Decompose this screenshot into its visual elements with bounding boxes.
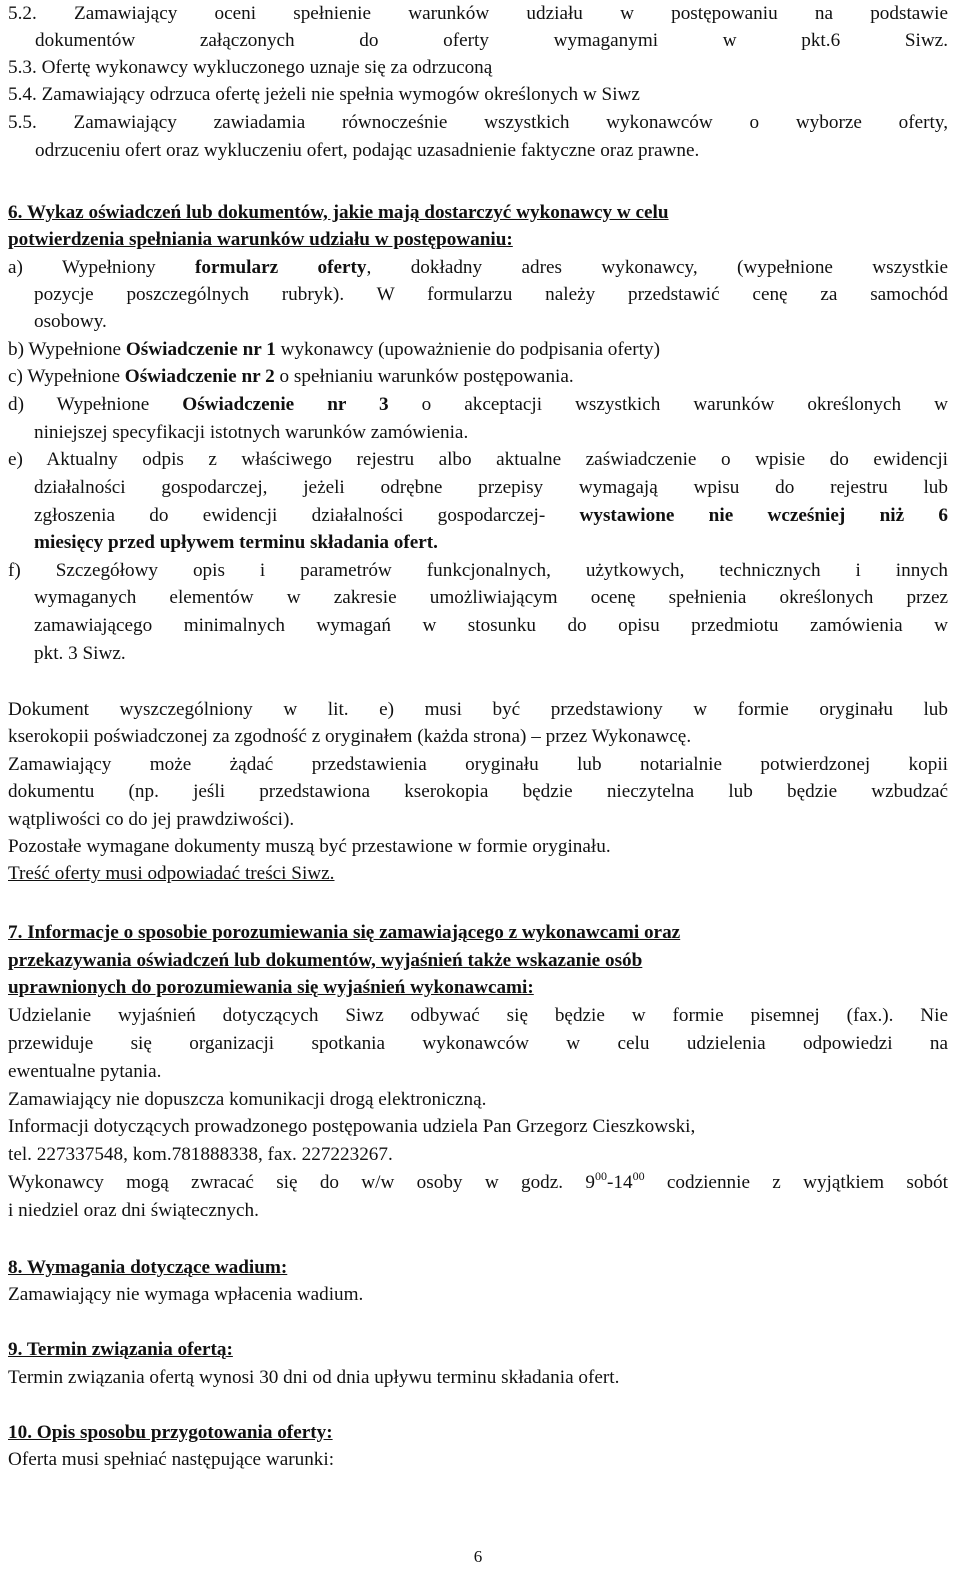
item-a-cont: pozycje poszczególnych rubryk). W formularzu należy przedstawić cenę za samochód: [34, 284, 948, 305]
note-line-2: kserokopii poświadczonej za zgodność z oryginałem (każda strona) – przez Wykonawcę.: [8, 726, 692, 747]
section-7-heading: 7. Informacje o sposobie porozumiewania się zamawiającego z wykonawcami oraz: [8, 922, 681, 943]
section-6-heading: 6. Wykaz oświadczeń lub dokumentów, jakie mają dostarczyć wykonawcy w celu: [8, 202, 669, 223]
s7-text-6: tel. 227337548, kom.781888338, fax. 227223267.: [8, 1144, 393, 1165]
section-7-heading-cont2: uprawnionych do porozumiewania się wyjaśnień wykonawcami:: [8, 977, 534, 998]
item-f: f) Szczegółowy opis i parametrów funkcjonalnych, użytkowych, technicznych i innych: [8, 560, 948, 581]
note-line-5: wątpliwości co do jej prawdziwości).: [8, 809, 295, 830]
page-number: 6: [473, 1547, 483, 1566]
s5-line-5-2-cont: dokumentów załączonych do oferty wymaganymi w pkt.6 Siwz.: [35, 30, 948, 51]
section-7-heading-cont: przekazywania oświadczeń lub dokumentów, wyjaśnień także wskazanie osób: [8, 950, 643, 971]
note-line-7: Treść oferty musi odpowiadać treści Siwz.: [8, 863, 335, 884]
item-e-cont3: miesięcy przed upływem terminu składania ofert.: [34, 532, 438, 553]
s7-text-8: i niedziel oraz dni świątecznych.: [8, 1200, 259, 1221]
note-line-6: Pozostałe wymagane dokumenty muszą być przestawione w formie oryginału.: [8, 836, 611, 857]
s5-line-5-5: 5.5. Zamawiający zawiadamia równocześnie wszystkich wykonawców o wyborze oferty,: [8, 112, 948, 133]
item-e-cont: działalności gospodarczej, jeżeli odrębne przepisy wymagają wpisu do rejestru lub: [34, 477, 948, 498]
item-f-cont: wymaganych elementów w zakresie umożliwiającym ocenę spełnienia określonych przez: [34, 587, 948, 608]
section-9-heading: 9. Termin związania ofertą:: [8, 1339, 233, 1360]
item-b: b) Wypełnione Oświadczenie nr 1 wykonawcy (upoważnienie do podpisania oferty): [8, 339, 660, 360]
note-line-1: Dokument wyszczególniony w lit. e) musi być przedstawiony w formie oryginału lub: [8, 699, 948, 720]
s7-text-7: Wykonawcy mogą zwracać się do w/w osoby w godz. $9^{00}-14^{00}$ codziennie z wyjątkiem sobót: [8, 1169, 948, 1193]
item-d: d) Wypełnione Oświadczenie nr 3 o akceptacji wszystkich warunków określonych w: [8, 394, 948, 415]
s7-text-3: ewentualne pytania.: [8, 1061, 162, 1082]
s5-line-5-4: 5.4. Zamawiający odrzuca ofertę jeżeli nie spełnia wymogów określonych w Siwz: [8, 84, 640, 105]
note-line-4: dokumentu (np. jeśli przedstawiona kserokopia będzie nieczytelna lub będzie wzbudzać: [8, 781, 948, 802]
s7-text-1: Udzielanie wyjaśnień dotyczących Siwz odbywać się będzie w formie pisemnej (fax.). Nie: [8, 1005, 948, 1026]
section-10-heading: 10. Opis sposobu przygotowania oferty:: [8, 1422, 333, 1443]
s5-line-5-3: 5.3. Ofertę wykonawcy wykluczonego uznaje się za odrzuconą: [8, 57, 493, 78]
s7-text-2: przewiduje się organizacji spotkania wykonawców w celu udzielenia odpowiedzi na: [8, 1033, 948, 1054]
s8-text-1: Zamawiający nie wymaga wpłacenia wadium.: [8, 1284, 364, 1305]
s5-line-5-5-cont: odrzuceniu ofert oraz wykluczeniu ofert, podając uzasadnienie faktyczne oraz prawne.: [35, 140, 700, 161]
s9-text-1: Termin związania ofertą wynosi 30 dni od dnia upływu terminu składania ofert.: [8, 1367, 620, 1388]
item-e: e) Aktualny odpis z właściwego rejestru albo aktualne zaświadczenie o wpisie do ewidencji: [8, 449, 948, 470]
s10-text-1: Oferta musi spełniać następujące warunki:: [8, 1449, 335, 1470]
s7-text-4: Zamawiający nie dopuszcza komunikacji drogą elektroniczną.: [8, 1089, 487, 1110]
s5-line-5-2: 5.2. Zamawiający oceni spełnienie warunków udziału w postępowaniu na podstawie: [8, 3, 948, 24]
item-e-cont2: zgłoszenia do ewidencji działalności gospodarczej- wystawione nie wcześniej niż 6: [34, 505, 949, 526]
item-f-cont3: pkt. 3 Siwz.: [34, 643, 126, 664]
item-f-cont2: zamawiającego minimalnych wymagań w stosunku do opisu przedmiotu zamówienia w: [34, 615, 948, 636]
item-a: a) Wypełniony formularz oferty, dokładny adres wykonawcy, (wypełnione wszystkie: [8, 257, 948, 278]
section-6-heading-cont: potwierdzenia spełniania warunków udziału w postępowaniu:: [8, 229, 513, 250]
s7-text-5: Informacji dotyczących prowadzonego postępowania udziela Pan Grzegorz Cieszkowski,: [8, 1116, 696, 1137]
item-c: c) Wypełnione Oświadczenie nr 2 o spełnianiu warunków postępowania.: [8, 366, 574, 387]
item-a-cont2: osobowy.: [34, 311, 107, 332]
item-d-cont: niniejszej specyfikacji istotnych warunków zamówienia.: [34, 422, 469, 443]
section-8-heading: 8. Wymagania dotyczące wadium:: [8, 1257, 288, 1278]
note-line-3: Zamawiający może żądać przedstawienia oryginału lub notarialnie potwierdzonej kopii: [8, 754, 948, 775]
